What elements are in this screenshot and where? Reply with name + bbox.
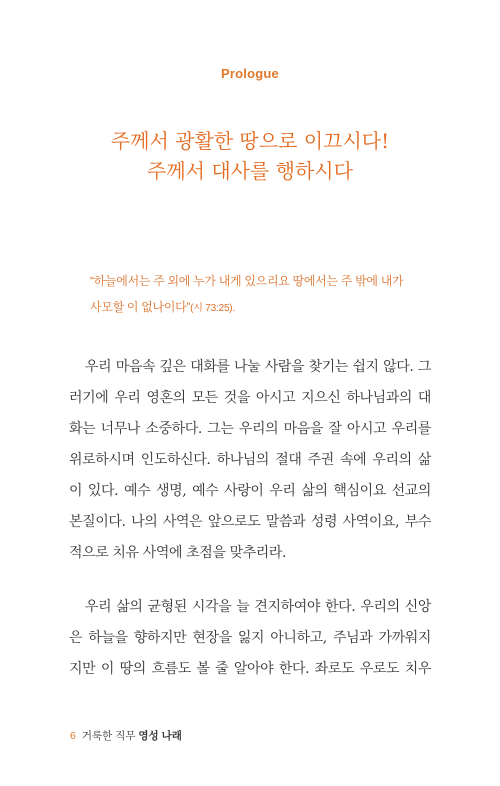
section-label: Prologue (221, 66, 279, 81)
headline-line-1: 주께서 광활한 땅으로 이끄시다! (110, 129, 390, 153)
paragraph-line: 우리 삶의 균형된 시각을 늘 견지하여야 한다. 우리의 신앙 (85, 599, 431, 615)
paragraph-line: 본질이다. 나의 사역은 앞으로도 말씀과 성령 사역이요, 부수 (69, 514, 431, 530)
paragraph-line: 러기에 우리 영혼의 모든 것을 아시고 지으신 하나님과의 대 (69, 390, 431, 406)
headline-line-2: 주께서 대사를 행하시다 (147, 159, 353, 183)
quote-line-2 (90, 294, 430, 322)
paragraph-line: 적으로 치유 사역에 초점을 맞추리라. (69, 545, 287, 561)
paragraph-line: 화는 너무나 소중하다. 그는 우리의 마음을 잘 아시고 우리를 (69, 421, 431, 437)
paragraph-line: 이 있다. 예수 생명, 예수 사랑이 우리 삶의 핵심이요 선교의 (69, 483, 431, 499)
body-paragraph-2 (69, 592, 431, 685)
paragraph-line: 우리 마음속 깊은 대화를 나눌 사람을 찾기는 쉽지 않다. 그 (85, 359, 431, 375)
chapter-headline (0, 126, 500, 186)
page-number: 6 (70, 730, 76, 742)
paragraph-line: 은 하늘을 향하지만 현장을 잃지 아니하고, 주님과 가까워지 (69, 630, 431, 646)
quote-reference: (시 73:25). (190, 303, 236, 314)
body-paragraph-1 (69, 352, 431, 569)
paragraph-line: 지만 이 땅의 흐름도 볼 줄 알아야 한다. 좌로도 우로도 치우 (69, 661, 431, 677)
scripture-quote (90, 268, 430, 322)
series-title: 영성 나래 (138, 730, 182, 742)
paragraph-line: 위로하시며 인도하신다. 하나님의 절대 주권 속에 우리의 삶 (69, 452, 431, 468)
book-title: 거룩한 직무 (81, 730, 136, 742)
quote-text: 사모할 이 없나이다” (90, 300, 191, 314)
quote-line-1: “하늘에서는 주 외에 누가 내게 있으리요 땅에서는 주 밖에 내가 (90, 274, 404, 288)
page-footer (70, 728, 182, 743)
